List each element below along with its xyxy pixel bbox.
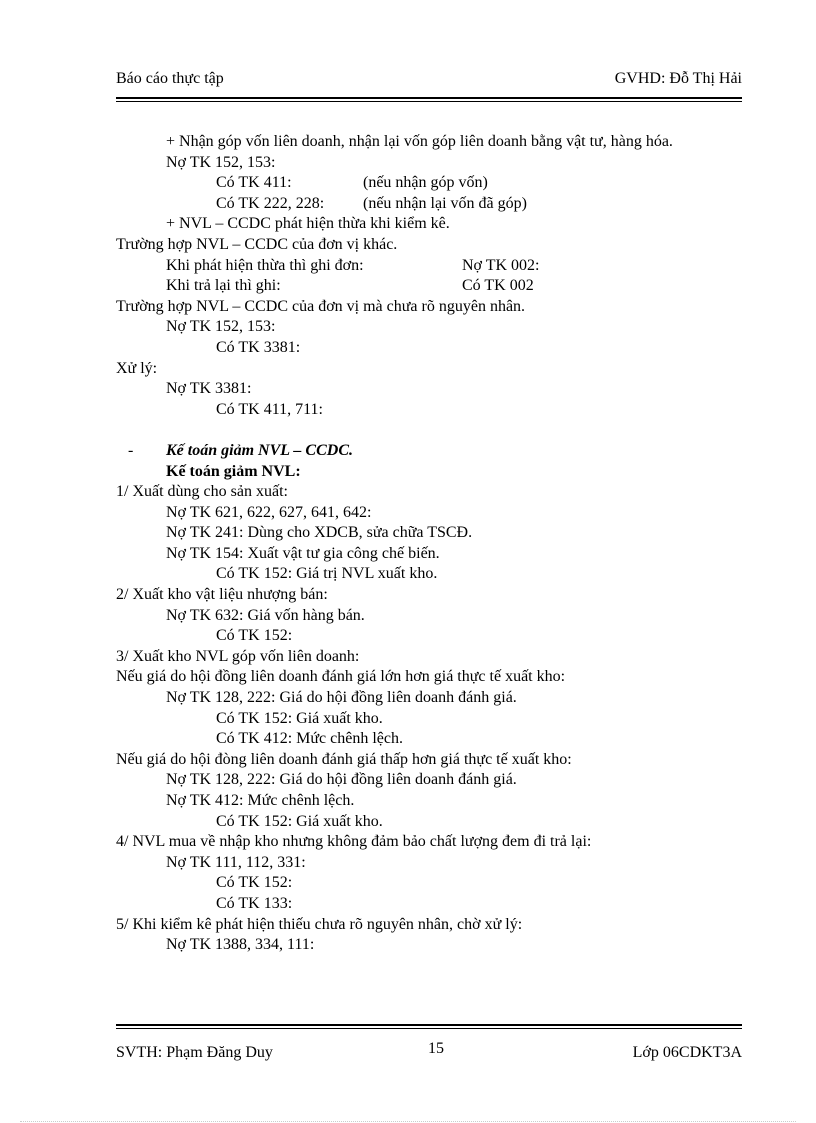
section-heading [116,441,742,462]
paragraph-line: Có TK 412: Mức chênh lệch. [216,730,404,748]
paragraph-line: Nợ TK 128, 222: Giá do hội đồng liên doanh đánh giá. [166,771,517,789]
paragraph-line: Trường hợp NVL – CCDC của đơn vị mà chưa rõ nguyên nhân. [116,297,526,315]
paragraph-line: 2/ Xuất kho vật liệu nhượng bán: [116,586,328,604]
header-supervisor: GVHD: Đỗ Thị Hải [614,70,742,87]
paragraph-line [116,256,742,277]
paragraph-line: Có TK 152: Giá xuất kho. [216,812,383,830]
paragraph-line: Nếu giá do hội đòng liên doanh đánh giá thấp hơn giá thực tế xuất kho: [116,750,572,768]
paragraph-line [116,276,742,297]
paragraph-line: 4/ NVL mua về nhập kho nhưng không đảm bảo chất lượng đem đi trả lại: [116,833,592,851]
paragraph-line: Nợ TK 412: Mức chênh lệch. [166,792,355,809]
paragraph-line: Nợ TK 241: Dùng cho XDCB, sửa chữa TSCĐ. [166,524,473,542]
subsection-title: Kế toán giảm NVL: [166,462,301,480]
paragraph-line: Nợ TK 152, 153: [166,153,276,171]
paragraph-line: Trường hợp NVL – CCDC của đơn vị khác. [116,235,398,253]
footer-student: SVTH: Phạm Đăng Duy [116,1044,273,1061]
paragraph-line: Nợ TK 632: Giá vốn hàng bán. [166,606,365,624]
paragraph-line: Nợ TK 128, 222: Giá do hội đồng liên doanh đánh giá. [166,689,517,707]
account-note: Nợ TK 002: [462,256,540,274]
paragraph-line: 5/ Khi kiểm kê phát hiện thiếu chưa rõ nguyên nhân, chờ xử lý: [116,915,523,933]
footer-rule [116,1024,742,1029]
paragraph-line: Nợ TK 3381: [166,380,252,398]
account-entry: Khi trả lại thì ghi: [166,277,281,295]
blank-line [116,420,742,441]
section-title: Kế toán giảm NVL – CCDC. [166,441,353,459]
account-entry: Khi phát hiện thừa thì ghi đơn: [166,256,364,274]
paragraph-line: Nợ TK 154: Xuất vật tư gia công chế biến. [166,544,440,562]
paragraph-line: Nếu giá do hội đồng liên doanh đánh giá lớn hơn giá thực tế xuất kho: [116,668,566,686]
page-body [116,132,742,956]
paragraph-line: Có TK 152: [216,874,293,892]
page-number: 15 [428,1040,444,1057]
account-note: (nếu nhận góp vốn) [363,174,488,192]
footer-class: Lớp 06CDKT3A [632,1044,742,1061]
page-footer [116,1040,742,1064]
account-entry: Có TK 222, 228: [216,194,325,212]
account-note: (nếu nhận lại vốn đã góp) [363,194,527,212]
paragraph-line: Xử lý: [116,359,158,377]
paragraph-line: Có TK 133: [216,894,293,912]
paragraph-line: Nợ TK 621, 622, 627, 641, 642: [166,503,372,521]
paragraph-line [116,173,742,194]
account-note: Có TK 002 [462,277,534,295]
header-report-title: Báo cáo thực tập [116,70,224,87]
paragraph-line: 1/ Xuất dùng cho sản xuất: [116,483,288,501]
paragraph-line: Có TK 3381: [216,338,301,356]
paragraph-line: Có TK 152: [216,627,293,645]
paragraph-line [116,194,742,215]
paragraph-line: Nợ TK 111, 112, 331: [166,853,306,871]
paragraph-line: Nợ TK 1388, 334, 111: [166,936,315,954]
bullet-dash: - [128,441,134,459]
paragraph-line: 3/ Xuất kho NVL góp vốn liên doanh: [116,647,360,665]
paragraph-line: Nợ TK 152, 153: [166,318,276,336]
header-rule [116,97,742,102]
account-entry: Có TK 411: [216,174,292,192]
paragraph-line: Có TK 152: Giá xuất kho. [216,709,383,727]
paragraph-line: + Nhận góp vốn liên doanh, nhận lại vốn góp liên doanh bằng vật tư, hàng hóa. [166,133,673,150]
paragraph-line: + NVL – CCDC phát hiện thừa khi kiểm kê. [166,215,450,233]
page-edge-divider [20,1121,796,1122]
paragraph-line: Có TK 411, 711: [216,400,323,418]
page-header [116,70,742,90]
paragraph-line: Có TK 152: Giá trị NVL xuất kho. [216,565,438,583]
